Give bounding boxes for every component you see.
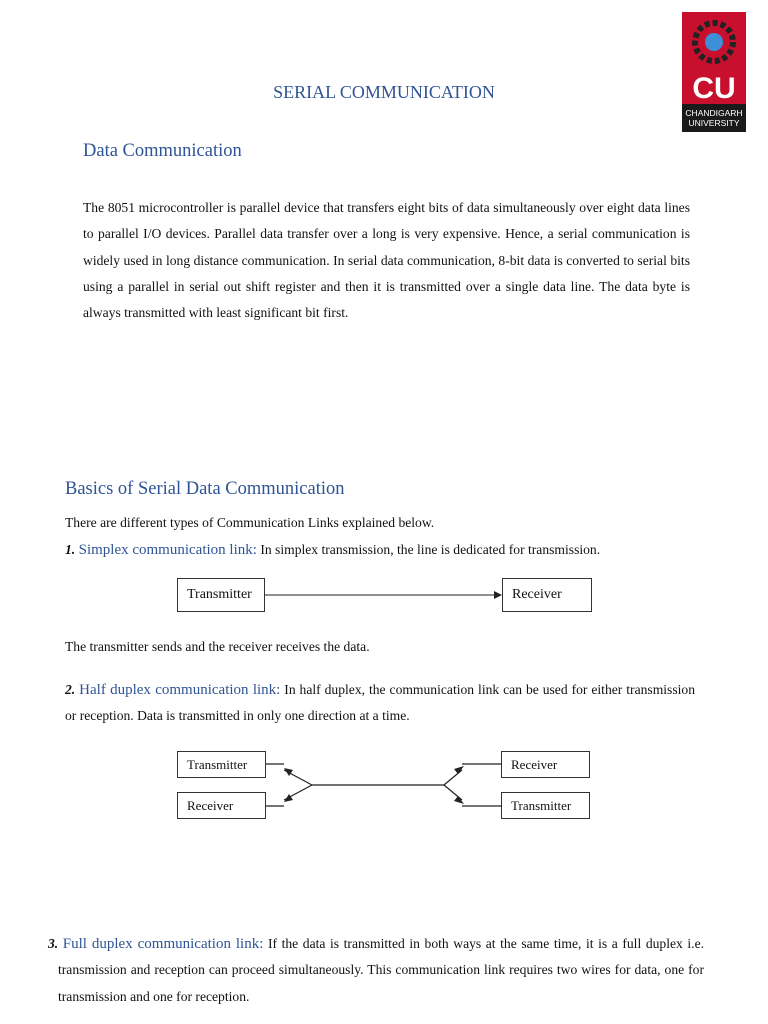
- chandigarh-university-logo: [682, 12, 746, 132]
- receiver-box: Receiver: [502, 578, 592, 612]
- svg-text:CHANDIGARH: CHANDIGARH: [685, 108, 743, 118]
- item-text: If the data is transmitted in both ways at the same time, it is a full duplex i.e. transmission and reception can proceed simultaneously. This communication link requires two wires for data, one for transmission and one for reception.: [58, 936, 704, 1004]
- transmitter-box: Transmitter: [177, 751, 266, 778]
- item-text: In simplex transmission, the line is dedicated for transmission.: [256, 542, 601, 557]
- paragraph: The 8051 microcontroller is parallel device that transfers eight bits of data simultaneously over eight data lines to parallel I/O devices. Parallel data transfer over a long is very expensive. Hence, a serial communication is widely used in long distance communication. In serial data communication, 8-bit data is converted to serial bits using a parallel in serial out shift register and then it is transmitted over a single data line. The data byte is always transmitted with least significant bit first.: [83, 200, 690, 321]
- item-term: Simplex communication link:: [78, 542, 257, 558]
- list-item-full-duplex: [48, 931, 704, 1010]
- item-number: 3.: [48, 936, 59, 951]
- transmitter-box: Transmitter: [177, 578, 265, 612]
- svg-text:UNIVERSITY: UNIVERSITY: [688, 118, 740, 128]
- document-title: SERIAL COMMUNICATION: [273, 82, 495, 102]
- caption-period: .: [366, 639, 370, 654]
- item-number: 1.: [65, 542, 76, 557]
- switch-lines: [266, 760, 502, 810]
- section-heading: Data Communication: [83, 141, 242, 161]
- caption-text: The transmitter sends and the receiver receives the data: [65, 639, 367, 654]
- item-number: 2.: [65, 682, 76, 697]
- list-item-simplex: [65, 537, 695, 563]
- svg-text:CU: CU: [692, 72, 736, 105]
- section-heading: Basics of Serial Data Communication: [65, 479, 345, 499]
- list-item-half-duplex: [65, 677, 695, 730]
- item-term: Full duplex communication link:: [62, 936, 264, 952]
- simplex-caption: [65, 634, 370, 660]
- receiver-box: Receiver: [501, 751, 590, 778]
- intro-text: There are different types of Communication Links explained below.: [65, 515, 435, 530]
- receiver-box: Receiver: [177, 792, 266, 819]
- transmitter-box: Transmitter: [501, 792, 590, 819]
- item-term: Half duplex communication link:: [79, 682, 281, 698]
- arrow-line: [265, 585, 503, 605]
- item-text: In half duplex, the communication link can be used for either transmission or reception. Data is transmitted in only one direction at a time.: [65, 682, 695, 724]
